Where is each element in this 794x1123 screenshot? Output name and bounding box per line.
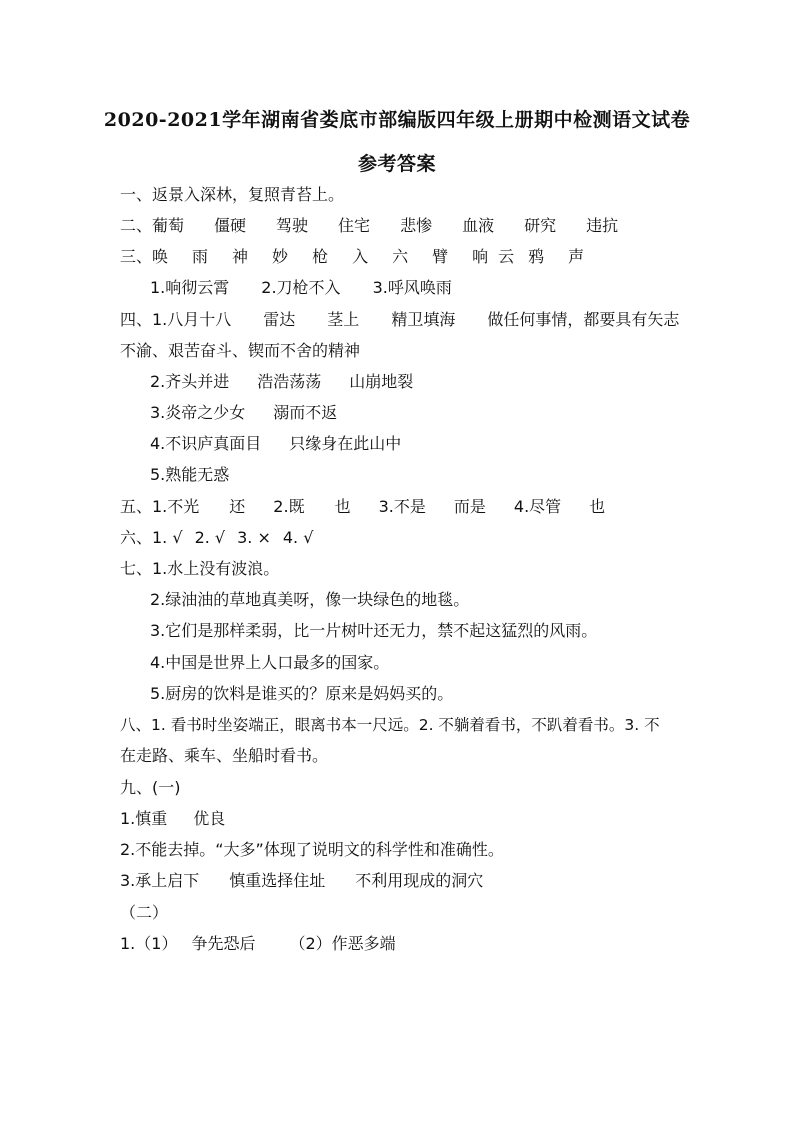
answer-q5-item: 4.尽管 xyxy=(513,497,562,516)
answer-q9-3 xyxy=(120,871,483,891)
answer-q2-item: 住宅 xyxy=(338,216,371,235)
answer-q9-1 xyxy=(120,809,225,829)
answer-q3-item: 鸦 xyxy=(528,247,545,266)
answer-q3-item: 枪 xyxy=(312,247,329,266)
answer-q9-item: 3.承上启下 xyxy=(120,871,200,890)
answer-q4-1 xyxy=(120,310,679,330)
answer-q3 xyxy=(120,247,584,267)
answer-q6-item: 2. √ xyxy=(194,528,226,547)
answer-q9-item: 1.慎重 xyxy=(120,809,168,828)
answer-q2-item: 二、葡萄 xyxy=(120,216,185,235)
answer-q4-4 xyxy=(150,434,401,454)
answer-q4-item: 雷达 xyxy=(263,310,296,329)
answer-q9-2: 2.不能去掉。“大多”体现了说明文的科学性和准确性。 xyxy=(120,840,504,859)
answer-q5-item: 2.既 xyxy=(273,497,305,516)
answer-q4-item: 茎上 xyxy=(327,310,360,329)
answer-q3-item: 神 xyxy=(232,247,249,266)
answer-q2 xyxy=(120,216,618,236)
answer-q7-4: 4.中国是世界上人口最多的国家。 xyxy=(150,653,390,672)
answer-q9-part2-1 xyxy=(120,934,396,954)
answer-q5-item: 而是 xyxy=(453,497,486,516)
answer-q3-sub-item: 3.呼风唤雨 xyxy=(372,278,452,297)
answer-q3-sub-item: 1.响彻云霄 xyxy=(150,278,230,297)
answer-q5-item: 3.不是 xyxy=(378,497,426,516)
answer-q3-sub xyxy=(150,278,452,298)
answer-q5 xyxy=(120,497,605,517)
answer-q4-item: 4.不识庐真面目 xyxy=(150,434,262,453)
answer-q2-item: 僵硬 xyxy=(214,216,247,235)
answer-q4-item: 四、1.八月十八 xyxy=(120,310,232,329)
answer-q8-line1: 八、1. 看书时坐姿端正，眼离书本一尺远。2. 不躺着看书，不趴着看书。3. 不 xyxy=(120,716,660,734)
answer-q4-item: 浩浩荡荡 xyxy=(257,372,322,391)
answer-q6 xyxy=(120,528,313,548)
answer-q7-3: 3.它们是那样柔弱，比一片树叶还无力，禁不起这猛烈的风雨。 xyxy=(150,621,598,640)
answer-q3-item: 六 xyxy=(392,247,409,266)
answer-q2-item: 研究 xyxy=(524,216,557,235)
answer-q4-1-continued: 不渝、艰苦奋斗、锲而不舍的精神 xyxy=(120,341,361,360)
answer-q7-1: 七、1.水上没有波浪。 xyxy=(120,559,280,578)
answer-q6-item: 3. × xyxy=(237,528,271,547)
answer-q3-item: 声 xyxy=(568,247,585,266)
answer-q1: 一、返景入深林，复照青苔上。 xyxy=(120,185,345,204)
answer-q8-line2: 在走路、乘车、坐船时看书。 xyxy=(120,746,329,765)
answer-q6-item: 4. √ xyxy=(282,528,314,547)
answer-q3-item: 雨 xyxy=(192,247,209,266)
answer-q4-item: 3.炎帝之少女 xyxy=(150,403,246,422)
answer-q4-item: 只缘身在此山中 xyxy=(289,434,402,453)
answer-q9-item: （2）作恶多端 xyxy=(289,934,396,953)
answer-q9-item: 争先恐后 xyxy=(191,934,256,953)
answer-q7-2: 2.绿油油的草地真美呀，像一块绿色的地毯。 xyxy=(150,590,470,609)
answer-q4-item: 2.齐头并进 xyxy=(150,372,230,391)
document-title: 2020-2021学年湖南省娄底市部编版四年级上册期中检测语文试卷 xyxy=(103,109,691,131)
answer-q5-item: 也 xyxy=(589,497,606,516)
answer-q9-item: 慎重选择住址 xyxy=(229,871,326,890)
answer-q2-item: 悲惨 xyxy=(400,216,433,235)
answer-q4-item: 精卫填海 xyxy=(391,310,456,329)
answer-q2-item: 血液 xyxy=(462,216,495,235)
answer-q9-item: 不利用现成的洞穴 xyxy=(355,871,484,890)
answer-q4-item: 做任何事情，都要具有矢志 xyxy=(487,310,680,329)
answer-q4-5: 5.熟能无惑 xyxy=(150,465,230,484)
answer-q4-item: 溺而不返 xyxy=(273,403,338,422)
answer-q2-item: 驾驶 xyxy=(276,216,309,235)
answer-q9-item: 1.（1） xyxy=(120,934,178,953)
answer-q9-heading: 九、(一) xyxy=(120,778,181,797)
answer-q5-item: 也 xyxy=(334,497,351,516)
answer-q3-item: 响 xyxy=(472,247,489,266)
answer-q3-item: 云 xyxy=(498,247,515,266)
answer-q3-sub-item: 2.刀枪不入 xyxy=(261,278,341,297)
answer-q2-item: 违抗 xyxy=(586,216,619,235)
answer-q3-item: 臂 xyxy=(432,247,449,266)
answer-q3-item: 妙 xyxy=(272,247,289,266)
answer-q5-item: 还 xyxy=(229,497,246,516)
answer-q9-part2-heading: （二） xyxy=(120,903,169,922)
answer-q7-5: 5.厨房的饮料是谁买的？原来是妈妈买的。 xyxy=(150,684,454,703)
answer-q4-item: 山崩地裂 xyxy=(349,372,414,391)
answer-q3-item: 入 xyxy=(352,247,369,266)
answer-q5-item: 五、1.不光 xyxy=(120,497,200,516)
document-subtitle: 参考答案 xyxy=(357,153,436,175)
answer-q4-3 xyxy=(150,403,337,423)
answer-q9-item: 优良 xyxy=(193,809,226,828)
answer-q3-item: 三、唤 xyxy=(120,247,169,266)
answer-q6-item: 六、1. √ xyxy=(120,528,183,547)
answer-q4-2 xyxy=(150,372,413,392)
